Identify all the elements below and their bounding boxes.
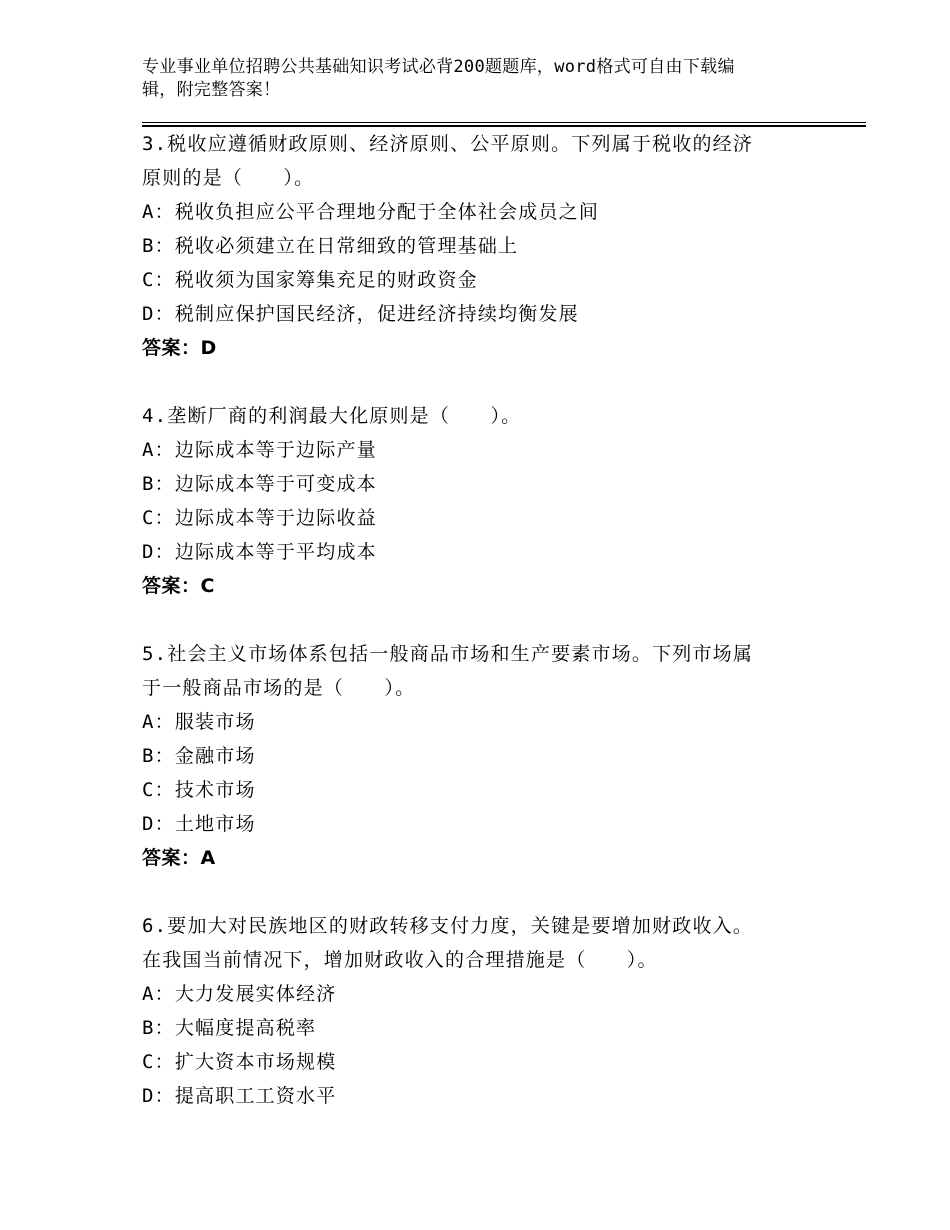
question-3	[142, 127, 842, 365]
answer-label: 答案：C	[142, 575, 215, 597]
option-c: C：边际成本等于边际收益	[142, 507, 377, 529]
question-stem: 4.垄断厂商的利润最大化原则是（ ）。	[142, 405, 522, 427]
question-stem: 6.要加大对民族地区的财政转移支付力度，关键是要增加财政收入。	[142, 915, 754, 937]
question-stem-continued: 原则的是（ ）。	[142, 167, 315, 189]
option-a: A：税收负担应公平合理地分配于全体社会成员之间	[142, 201, 600, 223]
question-4	[142, 399, 842, 603]
option-d: D：税制应保护国民经济，促进经济持续均衡发展	[142, 303, 579, 325]
option-c: C：扩大资本市场规模	[142, 1051, 337, 1073]
header-divider-thin	[142, 122, 866, 123]
header-line-2: 辑，附完整答案！	[142, 80, 281, 100]
answer-label: 答案：A	[142, 847, 216, 869]
option-b: B：金融市场	[142, 745, 256, 767]
header-line-1: 专业事业单位招聘公共基础知识考试必背200题题库，word格式可自由下载编	[142, 57, 735, 77]
question-6	[142, 909, 842, 1113]
question-list	[142, 127, 842, 1113]
option-b: B：税收必须建立在日常细致的管理基础上	[142, 235, 519, 257]
option-c: C：税收须为国家筹集充足的财政资金	[142, 269, 478, 291]
option-d: D：土地市场	[142, 813, 256, 835]
option-b: B：大幅度提高税率	[142, 1017, 317, 1039]
option-a: A：大力发展实体经济	[142, 983, 337, 1005]
question-stem: 5.社会主义市场体系包括一般商品市场和生产要素市场。下列市场属	[142, 643, 754, 665]
spacer	[142, 875, 842, 909]
document-header	[142, 56, 792, 102]
question-stem: 3.税收应遵循财政原则、经济原则、公平原则。下列属于税收的经济	[142, 133, 754, 155]
spacer	[142, 603, 842, 637]
question-5	[142, 637, 842, 875]
answer-label: 答案：D	[142, 337, 217, 359]
option-d: D：提高职工工资水平	[142, 1085, 337, 1107]
question-stem-continued: 在我国当前情况下，增加财政收入的合理措施是（ ）。	[142, 949, 658, 971]
option-b: B：边际成本等于可变成本	[142, 473, 377, 495]
option-a: A：边际成本等于边际产量	[142, 439, 377, 461]
option-c: C：技术市场	[142, 779, 256, 801]
option-d: D：边际成本等于平均成本	[142, 541, 377, 563]
question-stem-continued: 于一般商品市场的是（ ）。	[142, 677, 416, 699]
option-a: A：服装市场	[142, 711, 256, 733]
spacer	[142, 365, 842, 399]
